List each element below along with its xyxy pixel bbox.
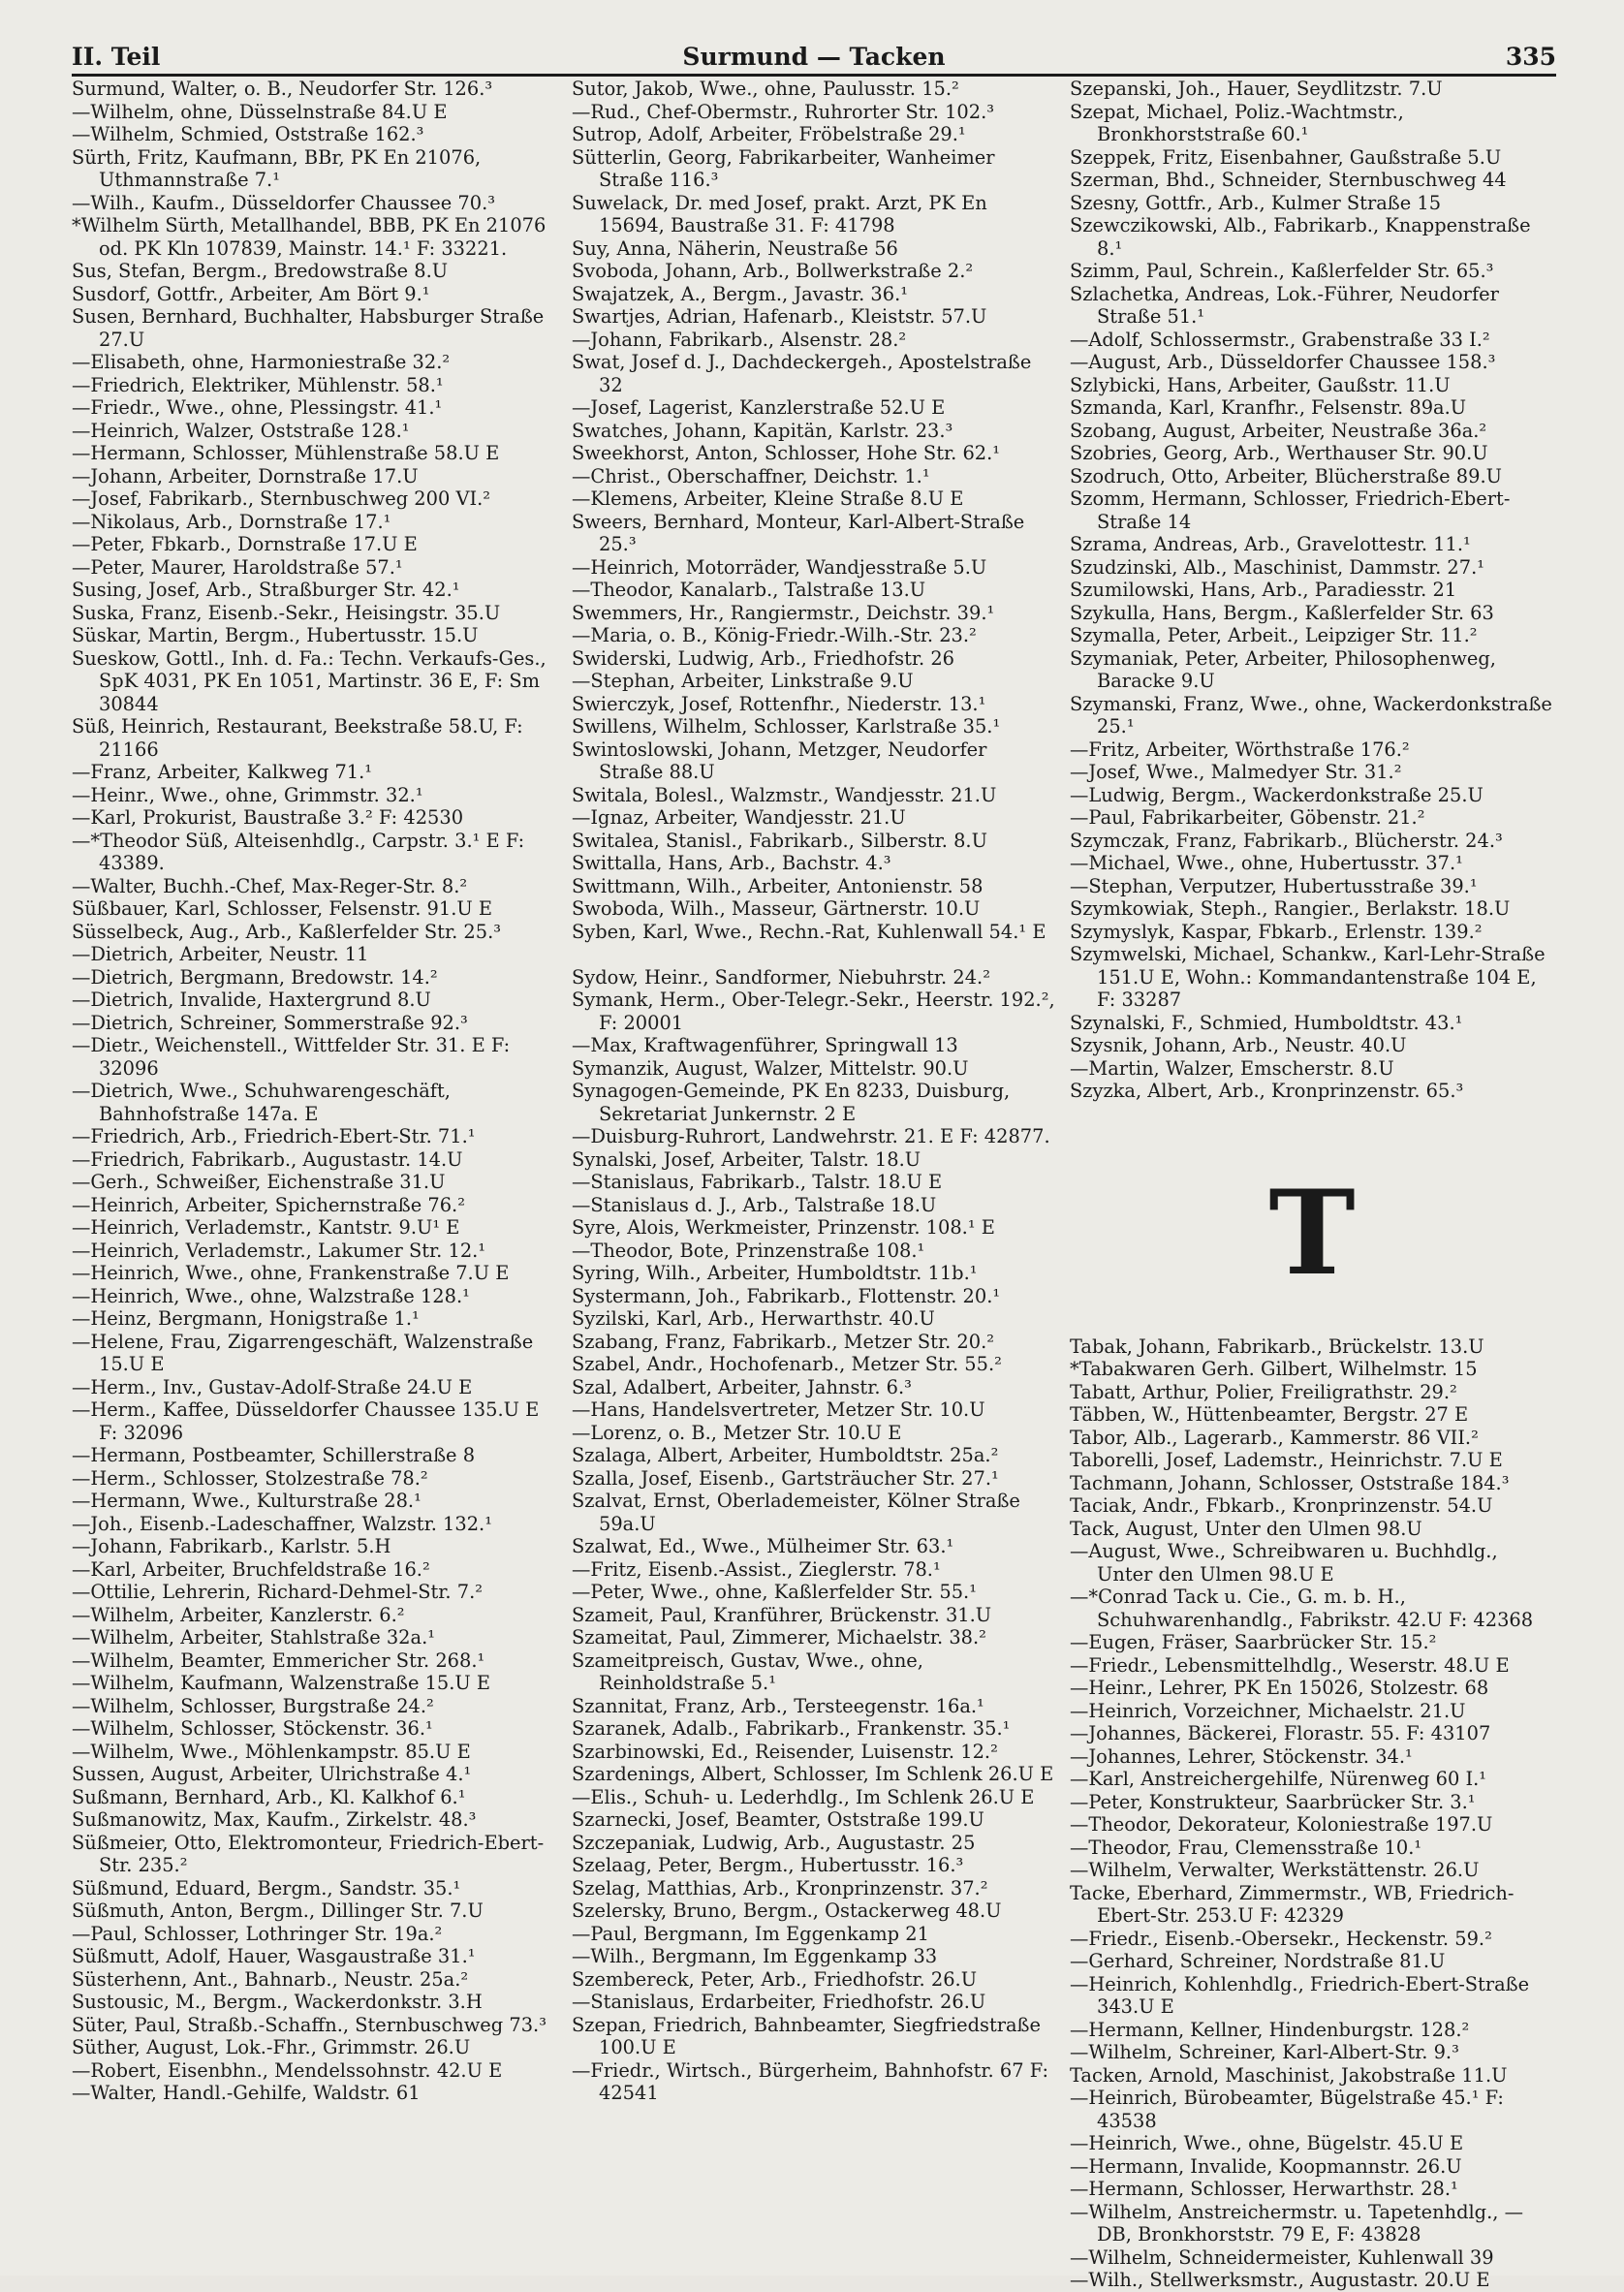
directory-entry: —Ottilie, Lehrerin, Richard-Dehmel-Str. 7.² <box>72 1581 484 1603</box>
directory-entry: —Wilhelm, Anstreichermstr. u. Tapetenhdlg., —DB, Bronkhorststr. 79 E, F: 43828 <box>1070 2200 1523 2245</box>
section-label: II. Teil <box>72 43 161 71</box>
directory-entry: Sweekhorst, Anton, Schlosser, Hohe Str. 62.¹ <box>572 442 1001 464</box>
directory-entry: —Friedrich, Elektriker, Mühlenstr. 58.¹ <box>72 373 444 396</box>
directory-entry: —Paul, Fabrikarbeiter, Göbenstr. 21.² <box>1070 806 1425 829</box>
directory-entry: Szelag, Matthias, Arb., Kronprinzenstr. 37.² <box>572 1876 988 1900</box>
directory-entry: —Friedr., Eisenb.-Obersekr., Heckenstr. 59.² <box>1070 1927 1492 1950</box>
directory-entry: —Theodor, Bote, Prinzenstraße 108.¹ <box>572 1239 925 1262</box>
directory-entry: Szalvat, Ernst, Oberlademeister, Kölner Straße 59a.U <box>572 1490 1020 1535</box>
directory-entry: Szykulla, Hans, Bergm., Kaßlerfelder Str. 63 <box>1070 601 1494 624</box>
directory-entry: Susdorf, Gottfr., Arbeiter, Am Bört 9.¹ <box>72 282 430 305</box>
directory-entry: Swajatzek, A., Bergm., Javastr. 36.¹ <box>572 282 909 305</box>
directory-entry: Szalla, Josef, Eisenb., Gartsträucher Str. 27.¹ <box>572 1466 999 1490</box>
directory-entry: —Stanislaus, Erdarbeiter, Friedhofstr. 26.U <box>572 1991 986 2013</box>
directory-entry: —Heinz, Bergmann, Honigstraße 1.¹ <box>72 1307 420 1330</box>
directory-entry: —Peter, Maurer, Haroldstraße 57.¹ <box>72 555 403 579</box>
directory-entry: Syzilski, Karl, Arb., Herwarthstr. 40.U <box>572 1307 935 1330</box>
directory-entry: Systermann, Joh., Fabrikarb., Flottenstr. 20.¹ <box>572 1284 1001 1307</box>
directory-entry: Susing, Josef, Arb., Straßburger Str. 42.¹ <box>72 579 460 601</box>
directory-entry: —Wilh., Stellwerksmstr., Augustastr. 20.U E <box>1070 2269 1490 2291</box>
directory-entry: —Walter, Buchh.-Chef, Max-Reger-Str. 8.² <box>72 874 468 897</box>
directory-entry: —Paul, Schlosser, Lothringer Str. 19a.² <box>72 1922 443 1945</box>
directory-entry: —Johannes, Lehrer, Stöckenstr. 34.¹ <box>1070 1744 1413 1768</box>
directory-entry: Szannitat, Franz, Arb., Tersteegenstr. 16a.¹ <box>572 1694 984 1717</box>
directory-entry: —Friedr., Wirtsch., Bürgerheim, Bahnhofstr. 67 F: 42541 <box>572 2058 1048 2104</box>
directory-entry: —Heinr., Lehrer, PK En 15026, Stolzestr. 68 <box>1070 1677 1489 1699</box>
directory-entry: Szaranek, Adalb., Fabrikarb., Frankenstr. 35.¹ <box>572 1717 1011 1740</box>
directory-entry: Surmund, Walter, o. B., Neudorfer Str. 126.³ <box>72 78 493 100</box>
directory-entry: —Friedrich, Arb., Friedrich-Ebert-Str. 71.¹ <box>72 1125 476 1147</box>
column-3 <box>1070 78 1554 2292</box>
directory-entry: Szysnik, Johann, Arb., Neustr. 40.U <box>1070 1034 1407 1056</box>
directory-entry: —Eugen, Fräser, Saarbrücker Str. 15.² <box>1070 1631 1437 1653</box>
directory-entry: Süß, Heinrich, Restaurant, Beekstraße 58.U, F: 21166 <box>72 715 523 761</box>
directory-entry: Swartjes, Adrian, Hafenarb., Kleiststr. 57.U <box>572 305 987 328</box>
directory-entry: —Hermann, Wwe., Kulturstraße 28.¹ <box>72 1490 422 1512</box>
directory-entry: —Wilhelm, Wwe., Möhlenkampstr. 85.U E <box>72 1740 471 1763</box>
directory-entry: Svoboda, Johann, Arb., Bollwerkstraße 2.² <box>572 260 974 282</box>
directory-entry: —Hermann, Schlosser, Mühlenstraße 58.U E <box>72 442 500 464</box>
directory-entry: Symanzik, August, Walzer, Mittelstr. 90.U <box>572 1056 969 1080</box>
directory-entry: —Dietrich, Arbeiter, Neustr. 11 <box>72 943 369 965</box>
directory-entry: —Elisabeth, ohne, Harmoniestraße 32.² <box>72 351 451 373</box>
directory-entry: Szymalla, Peter, Arbeit., Leipziger Str. 11.² <box>1070 624 1478 646</box>
directory-entry: Szepan, Friedrich, Bahnbeamter, Siegfriedstraße 100.U E <box>572 2013 1041 2058</box>
directory-entry: —Heinrich, Verlademstr., Lakumer Str. 12.¹ <box>72 1239 486 1262</box>
directory-entry: Szlachetka, Andreas, Lok.-Führer, Neudorfer Straße 51.¹ <box>1070 282 1499 328</box>
directory-entry: Szalaga, Albert, Arbeiter, Humboldtstr. 25a.² <box>572 1444 999 1466</box>
directory-entry: —Franz, Arbeiter, Kalkweg 71.¹ <box>72 761 373 783</box>
directory-entry: Süßmuth, Anton, Bergm., Dillinger Str. 7.U <box>72 1900 484 1922</box>
directory-entry: Susen, Bernhard, Buchhalter, Habsburger Straße 27.U <box>72 305 545 351</box>
directory-entry: Sußmanowitz, Max, Kaufm., Zirkelstr. 48.³ <box>72 1808 477 1831</box>
directory-entry: —Josef, Fabrikarb., Sternbuschweg 200 VI.² <box>72 487 491 510</box>
directory-entry: —Karl, Arbeiter, Bruchfeldstraße 16.² <box>72 1557 430 1581</box>
directory-entry: Szembereck, Peter, Arb., Friedhofstr. 26.U <box>572 1967 978 1991</box>
directory-entry: Szeppek, Fritz, Eisenbahner, Gaußstraße 5.U <box>1070 145 1502 169</box>
directory-entry: —Elis., Schuh- u. Lederhdlg., Im Schlenk 26.U E <box>572 1785 1035 1808</box>
section-letter: T <box>1268 1164 1356 1302</box>
directory-entry: Szymczak, Franz, Fabrikarb., Blücherstr. 24.³ <box>1070 829 1503 852</box>
directory-entry: —Stephan, Verputzer, Hubertusstraße 39.¹ <box>1070 874 1478 897</box>
directory-entry: —Wilhelm, Kaufmann, Walzenstraße 15.U E <box>72 1672 491 1694</box>
directory-entry: —Wilhelm, Schreiner, Karl-Albert-Str. 9.³ <box>1070 2041 1459 2063</box>
directory-entry: Tachmann, Johann, Schlosser, Oststraße 184.³ <box>1070 1471 1510 1494</box>
directory-entry: —Theodor, Dekorateur, Koloniestraße 197.U <box>1070 1813 1493 1836</box>
directory-entry: —Herm., Schlosser, Stolzestraße 78.² <box>72 1466 428 1490</box>
directory-entry: Syring, Wilh., Arbeiter, Humboldtstr. 11b.¹ <box>572 1262 978 1284</box>
directory-entry: Szyzka, Albert, Arb., Kronprinzenstr. 65.³ <box>1070 1080 1464 1102</box>
directory-entry: Süßbauer, Karl, Schlosser, Felsenstr. 91.U E <box>72 897 493 920</box>
directory-entry: —August, Wwe., Schreibwaren u. Buchhdlg., Unter den Ulmen 98.U E <box>1070 1540 1498 1586</box>
directory-entry: Szesny, Gottfr., Arb., Kulmer Straße 15 <box>1070 191 1442 214</box>
column-1 <box>72 78 556 2105</box>
directory-entry: —Gerh., Schweißer, Eichenstraße 31.U <box>72 1171 446 1193</box>
directory-entry: —Martin, Walzer, Emscherstr. 8.U <box>1070 1056 1394 1080</box>
directory-entry: —Ignaz, Arbeiter, Wandjesstr. 21.U <box>572 806 906 829</box>
directory-entry: —Christ., Oberschaffner, Deichstr. 1.¹ <box>572 464 930 487</box>
directory-entry: Szumilowski, Hans, Arb., Paradiesstr. 21 <box>1070 579 1457 601</box>
directory-entry: —Heinrich, Wwe., ohne, Walzstraße 128.¹ <box>72 1284 470 1307</box>
directory-entry: Syben, Karl, Wwe., Rechn.-Rat, Kuhlenwall 54.¹ E <box>572 920 1046 943</box>
directory-entry: —Stanislaus d. J., Arb., Talstraße 18.U <box>572 1193 937 1216</box>
directory-entry: Sußmann, Bernhard, Arb., Kl. Kalkhof 6.¹ <box>72 1785 466 1808</box>
directory-entry: —*Conrad Tack u. Cie., G. m. b. H., Schuhwarenhandlg., Fabrikstr. 42.U F: 42368 <box>1070 1586 1534 1631</box>
directory-entry: Szameitpreisch, Gustav, Wwe., ohne, Reinholdstraße 5.¹ <box>572 1648 923 1694</box>
directory-entry: Tacken, Arnold, Maschinist, Jakobstraße 11.U <box>1070 2063 1508 2087</box>
directory-entry: Szal, Adalbert, Arbeiter, Jahnstr. 6.³ <box>572 1375 912 1398</box>
directory-entry: Szarnecki, Josef, Beamter, Oststraße 199.U <box>572 1808 984 1831</box>
directory-entry: Szynalski, F., Schmied, Humboldtstr. 43.¹ <box>1070 1011 1463 1034</box>
directory-entry: Sütterlin, Georg, Fabrikarbeiter, Wanheimer Straße 116.³ <box>572 145 995 191</box>
directory-entry: Syre, Alois, Werkmeister, Prinzenstr. 108.¹ E <box>572 1216 995 1239</box>
directory-entry: Szobang, August, Arbeiter, Neustraße 36a.² <box>1070 419 1487 442</box>
directory-entry: —Lorenz, o. B., Metzer Str. 10.U E <box>572 1421 902 1444</box>
directory-entry: Swiderski, Ludwig, Arb., Friedhofstr. 26 <box>572 646 954 670</box>
directory-entry: Sussen, August, Arbeiter, Ulrichstraße 4.¹ <box>72 1763 472 1785</box>
directory-entry: —Helene, Frau, Zigarrengeschäft, Walzenstraße 15.U E <box>72 1330 534 1375</box>
page-header <box>72 39 1556 77</box>
directory-entry: —Johann, Fabrikarb., Karlstr. 5.H <box>72 1535 391 1557</box>
directory-entry: Tabor, Alb., Lagerarb., Kammerstr. 86 VII.² <box>1070 1426 1479 1449</box>
directory-entry: —Theodor, Frau, Clemensstraße 10.¹ <box>1070 1836 1422 1859</box>
directory-entry: —Wilh., Kaufm., Düsseldorfer Chaussee 70.³ <box>72 191 496 214</box>
directory-entry: Szerman, Bhd., Schneider, Sternbuschweg 44 <box>1070 169 1507 191</box>
directory-entry: —Wilhelm, Verwalter, Werkstättenstr. 26.U <box>1070 1859 1480 1881</box>
directory-entry: —August, Arb., Düsseldorfer Chaussee 158.³ <box>1070 351 1496 373</box>
directory-entry: —Wilhelm, Schmied, Oststraße 162.³ <box>72 123 424 145</box>
directory-entry: —Peter, Fbkarb., Dornstraße 17.U E <box>72 533 418 555</box>
directory-entry: Swemmers, Hr., Rangiermstr., Deichstr. 39.¹ <box>572 601 995 624</box>
directory-entry: —Karl, Anstreichergehilfe, Nürenweg 60 I.¹ <box>1070 1768 1487 1790</box>
directory-entry: Synagogen-Gemeinde, PK En 8233, Duisburg, Sekretariat Junkernstr. 2 E <box>572 1080 1011 1125</box>
directory-entry: —Dietr., Weichenstell., Wittfelder Str. 31. E F: 32096 <box>72 1034 511 1080</box>
directory-entry: —Wilhelm, Schlosser, Stöckenstr. 36.¹ <box>72 1717 433 1740</box>
directory-entry: —Herm., Inv., Gustav-Adolf-Straße 24.U E <box>72 1375 473 1398</box>
directory-entry: Szobries, Georg, Arb., Werthauser Str. 90.U <box>1070 442 1488 464</box>
directory-entry: —Friedr., Lebensmittelhdlg., Weserstr. 48.U E <box>1070 1653 1510 1677</box>
directory-entry: —Wilhelm, Arbeiter, Stahlstraße 32a.¹ <box>72 1626 436 1648</box>
directory-entry: —Wilh., Bergmann, Im Eggenkamp 33 <box>572 1945 938 1967</box>
directory-entry: —Hans, Handelsvertreter, Metzer Str. 10.U <box>572 1398 985 1421</box>
directory-entry: Szrama, Andreas, Arb., Gravelottestr. 11.¹ <box>1070 533 1471 555</box>
directory-entry: Sweers, Bernhard, Monteur, Karl-Albert-Straße 25.³ <box>572 510 1025 555</box>
directory-entry: Sürth, Fritz, Kaufmann, BBr, PK En 21076, Uthmannstraße 7.¹ <box>72 145 482 191</box>
directory-entry: —Herm., Kaffee, Düsseldorfer Chaussee 135.U E F: 32096 <box>72 1398 540 1444</box>
directory-entry: —Stephan, Arbeiter, Linkstraße 9.U <box>572 670 914 692</box>
spacer <box>572 943 1056 966</box>
directory-entry: Szarbinowski, Ed., Reisender, Luisenstr. 12.² <box>572 1740 998 1763</box>
directory-entry: *Wilhelm Sürth, Metallhandel, BBB, PK En 21076 od. PK Kln 107839, Mainstr. 14.¹ F: 33221. <box>72 214 547 260</box>
directory-entry: Täbben, W., Hüttenbeamter, Bergstr. 27 E <box>1070 1403 1469 1426</box>
directory-entry: Szepanski, Joh., Hauer, Seydlitzstr. 7.U <box>1070 78 1443 100</box>
directory-entry: —Duisburg-Ruhrort, Landwehrstr. 21. E F: 42877. <box>572 1125 1050 1147</box>
directory-entry: Szlybicki, Hans, Arbeiter, Gaußstr. 11.U <box>1070 373 1451 396</box>
directory-entry: —Dietrich, Wwe., Schuhwarengeschäft, Bahnhofstraße 147a. E <box>72 1080 451 1125</box>
directory-entry: —Hermann, Kellner, Hindenburgstr. 128.² <box>1070 2018 1470 2041</box>
directory-entry: —Heinrich, Walzer, Oststraße 128.¹ <box>72 419 410 442</box>
directory-entry: —Dietrich, Invalide, Haxtergrund 8.U <box>72 989 431 1011</box>
directory-entry: Szardenings, Albert, Schlosser, Im Schlenk 26.U E <box>572 1763 1054 1785</box>
directory-entry: —Gerhard, Schreiner, Nordstraße 81.U <box>1070 1950 1446 1972</box>
directory-entry: Symank, Herm., Ober-Telegr.-Sekr., Heerstr. 192.², F: 20001 <box>572 989 1055 1034</box>
directory-entry: —Peter, Wwe., ohne, Kaßlerfelder Str. 55.¹ <box>572 1581 977 1603</box>
directory-entry: Tabatt, Arthur, Polier, Freiligrathstr. 29.² <box>1070 1380 1457 1403</box>
directory-entry: Süsterhenn, Ant., Bahnarb., Neustr. 25a.² <box>72 1967 469 1991</box>
directory-entry: Szalwat, Ed., Wwe., Mülheimer Str. 63.¹ <box>572 1535 954 1557</box>
directory-entry: —Josef, Lagerist, Kanzlerstraße 52.U E <box>572 396 946 419</box>
directory-entry: Tack, August, Unter den Ulmen 98.U <box>1070 1517 1422 1540</box>
directory-entry: —Heinrich, Vorzeichner, Michaelstr. 21.U <box>1070 1699 1466 1722</box>
directory-entry: Sydow, Heinr., Sandformer, Niebuhrstr. 24.² <box>572 965 990 989</box>
directory-entry: Tabak, Johann, Fabrikarb., Brückelstr. 13.U <box>1070 1334 1484 1358</box>
column-2 <box>572 78 1056 2105</box>
directory-entry: —Stanislaus, Fabrikarb., Talstr. 18.U E <box>572 1171 943 1193</box>
directory-entry: Swierczyk, Josef, Rottenfhr., Niederstr. 13.¹ <box>572 692 986 715</box>
directory-entry: —Johann, Arbeiter, Dornstraße 17.U <box>72 464 419 487</box>
directory-entry: Szomm, Hermann, Schlosser, Friedrich-Ebert-Straße 14 <box>1070 487 1511 533</box>
directory-entry: —Wilhelm, ohne, Düsselnstraße 84.U E <box>72 100 448 123</box>
directory-entry: —Paul, Bergmann, Im Eggenkamp 21 <box>572 1922 929 1945</box>
directory-entry: Szimm, Paul, Schrein., Kaßlerfelder Str. 65.³ <box>1070 260 1494 282</box>
directory-entry: Swoboda, Wilh., Masseur, Gärtnerstr. 10.U <box>572 897 981 920</box>
directory-entry: —Wilhelm, Beamter, Emmericher Str. 268.¹ <box>72 1648 485 1672</box>
directory-entry: —Heinrich, Motorräder, Wandjesstraße 5.U <box>572 555 987 579</box>
directory-entry: Suska, Franz, Eisenb.-Sekr., Heisingstr. 35.U <box>72 601 501 624</box>
directory-entry: —Nikolaus, Arb., Dornstraße 17.¹ <box>72 510 391 533</box>
directory-entry: —Heinrich, Arbeiter, Spichernstraße 76.² <box>72 1193 465 1216</box>
directory-entry: *Tabakwaren Gerh. Gilbert, Wilhelmstr. 15 <box>1070 1358 1478 1380</box>
directory-entry: —Heinr., Wwe., ohne, Grimmstr. 32.¹ <box>72 783 423 806</box>
directory-entry: —Heinrich, Verlademstr., Kantstr. 9.U¹ E <box>72 1216 460 1239</box>
directory-entry: Szepat, Michael, Poliz.-Wachtmstr., Bronkhorststraße 60.¹ <box>1070 100 1404 145</box>
directory-entry: Szmanda, Karl, Kranfhr., Felsenstr. 89a.U <box>1070 396 1467 419</box>
directory-entry: —Klemens, Arbeiter, Kleine Straße 8.U E <box>572 487 964 510</box>
directory-entry: Szelaag, Peter, Bergm., Hubertusstr. 16.³ <box>572 1854 964 1876</box>
directory-entry: Szabel, Andr., Hochofenarb., Metzer Str. 55.² <box>572 1353 1002 1375</box>
directory-entry: Swatches, Johann, Kapitän, Karlstr. 23.³ <box>572 419 953 442</box>
directory-entry: Süsselbeck, Aug., Arb., Kaßlerfelder Str. 25.³ <box>72 920 502 943</box>
directory-entry: Szymkowiak, Steph., Rangier., Berlakstr. 18.U <box>1070 897 1511 920</box>
directory-entry: —Friedrich, Fabrikarb., Augustastr. 14.U <box>72 1147 463 1171</box>
directory-entry: —Fritz, Eisenb.-Assist., Zieglerstr. 78.¹ <box>572 1557 941 1581</box>
directory-entry: —Fritz, Arbeiter, Wörthstraße 176.² <box>1070 738 1410 761</box>
directory-entry: —Wilhelm, Arbeiter, Kanzlerstr. 6.² <box>72 1603 405 1626</box>
directory-entry: —Friedr., Wwe., ohne, Plessingstr. 41.¹ <box>72 396 443 419</box>
directory-entry: —*Theodor Süß, Alteisenhdlg., Carpstr. 3.¹ E F: 43389. <box>72 829 525 874</box>
directory-entry: Switalea, Stanisl., Fabrikarb., Silberstr. 8.U <box>572 829 987 852</box>
directory-entry: Süskar, Martin, Bergm., Hubertusstr. 15.U <box>72 624 479 646</box>
directory-entry: —Michael, Wwe., ohne, Hubertusstr. 37.¹ <box>1070 852 1463 874</box>
directory-entry: Sutrop, Adolf, Arbeiter, Fröbelstraße 29.¹ <box>572 123 966 145</box>
page-number: 335 <box>1505 43 1556 71</box>
directory-entry: —Karl, Prokurist, Baustraße 3.² F: 42530 <box>72 806 464 829</box>
directory-entry: —Adolf, Schlossermstr., Grabenstraße 33 I.² <box>1070 328 1490 351</box>
directory-entry: Szudzinski, Alb., Maschinist, Dammstr. 27.¹ <box>1070 555 1485 579</box>
directory-entry: —Walter, Handl.-Gehilfe, Waldstr. 61 <box>72 2082 421 2104</box>
directory-entry: Süther, August, Lok.-Fhr., Grimmstr. 26.U <box>72 2036 471 2058</box>
directory-entry: Szameit, Paul, Kranführer, Brückenstr. 31.U <box>572 1603 992 1626</box>
directory-entry: —Johannes, Bäckerei, Florastr. 55. F: 43107 <box>1070 1722 1491 1744</box>
directory-entry: —Heinrich, Kohlenhdlg., Friedrich-Ebert-Straße 343.U E <box>1070 1972 1530 2018</box>
directory-entry: Swintoslowski, Johann, Metzger, Neudorfer Straße 88.U <box>572 738 987 783</box>
directory-entry: Sutor, Jakob, Wwe., ohne, Paulusstr. 15.² <box>572 78 959 100</box>
directory-entry: —Maria, o. B., König-Friedr.-Wilh.-Str. 23.² <box>572 624 977 646</box>
directory-entry: Szymanski, Franz, Wwe., ohne, Wackerdonkstraße 25.¹ <box>1070 692 1552 738</box>
directory-entry: Switala, Bolesl., Walzmstr., Wandjesstr. 21.U <box>572 783 997 806</box>
directory-entry: Swittalla, Hans, Arb., Bachstr. 4.³ <box>572 852 891 874</box>
directory-entry: —Rud., Chef-Obermstr., Ruhrorter Str. 102.³ <box>572 100 995 123</box>
directory-entry: —Dietrich, Schreiner, Sommerstraße 92.³ <box>72 1011 468 1034</box>
directory-entry: Süßmund, Eduard, Bergm., Sandstr. 35.¹ <box>72 1876 461 1900</box>
directory-entry: Szczepaniak, Ludwig, Arb., Augustastr. 25 <box>572 1831 976 1854</box>
directory-entry: Szewczikowski, Alb., Fabrikarb., Knappenstraße 8.¹ <box>1070 214 1531 260</box>
directory-entry: Szymaniak, Peter, Arbeiter, Philosophenweg, Baracke 9.U <box>1070 646 1496 692</box>
directory-entry: Süßmeier, Otto, Elektromonteur, Friedrich-Ebert-Str. 235.² <box>72 1831 545 1876</box>
directory-entry: Swat, Josef d. J., Dachdeckergeh., Apostelstraße 32 <box>572 351 1032 396</box>
directory-entry: —Hermann, Postbeamter, Schillerstraße 8 <box>72 1444 476 1466</box>
directory-entry: Süßmutt, Adolf, Hauer, Wasgaustraße 31.¹ <box>72 1945 476 1967</box>
directory-entry: —Robert, Eisenbhn., Mendelssohnstr. 42.U E <box>72 2058 503 2082</box>
directory-entry: —Max, Kraftwagenführer, Springwall 13 <box>572 1034 958 1056</box>
directory-entry: Szelersky, Bruno, Bergm., Ostackerweg 48.U <box>572 1900 1002 1922</box>
directory-entry: —Dietrich, Bergmann, Bredowstr. 14.² <box>72 965 438 989</box>
directory-entry: —Wilhelm, Schneidermeister, Kuhlenwall 39 <box>1070 2245 1494 2269</box>
directory-entry: —Johann, Fabrikarb., Alsenstr. 28.² <box>572 328 907 351</box>
directory-entry: Szabang, Franz, Fabrikarb., Metzer Str. 20.² <box>572 1330 995 1353</box>
directory-entry: —Ludwig, Bergm., Wackerdonkstraße 25.U <box>1070 783 1483 806</box>
directory-entry: Tacke, Eberhard, Zimmermstr., WB, Friedrich-Ebert-Str. 253.U F: 42329 <box>1070 1881 1515 1927</box>
page-range-title: Surmund — Tacken <box>682 43 946 71</box>
directory-entry: Szymwelski, Michael, Schankw., Karl-Lehr-Straße 151.U E, Wohn.: Kommandantenstraße 104 E, F: 33287 <box>1070 943 1546 1011</box>
directory-entry: Sus, Stefan, Bergm., Bredowstraße 8.U <box>72 260 449 282</box>
directory-entry: Sustousic, M., Bergm., Wackerdonkstr. 3.H <box>72 1991 483 2013</box>
directory-entry: —Joh., Eisenb.-Ladeschaffner, Walzstr. 132.¹ <box>72 1512 492 1535</box>
directory-entry: Sueskow, Gottl., Inh. d. Fa.: Techn. Verkaufs-Ges., SpK 4031, PK En 1051, Martinstr. 36 E, F: Sm 30844 <box>72 646 547 715</box>
directory-entry: Synalski, Josef, Arbeiter, Talstr. 18.U <box>572 1147 921 1171</box>
directory-entry: —Heinrich, Bürobeamter, Bügelstraße 45.¹ F: 43538 <box>1070 2087 1504 2132</box>
directory-entry: Taborelli, Josef, Lademstr., Heinrichstr. 7.U E <box>1070 1449 1503 1471</box>
directory-entry: Szymyslyk, Kaspar, Fbkarb., Erlenstr. 139.² <box>1070 920 1483 943</box>
directory-entry: Szodruch, Otto, Arbeiter, Blücherstraße 89.U <box>1070 464 1502 487</box>
directory-entry: —Peter, Konstrukteur, Saarbrücker Str. 3.¹ <box>1070 1790 1476 1813</box>
directory-entry: Szameitat, Paul, Zimmerer, Michaelstr. 38.² <box>572 1626 986 1648</box>
directory-entry: Süter, Paul, Straßb.-Schaffn., Sternbuschweg 73.³ <box>72 2013 547 2036</box>
directory-entry: —Heinrich, Wwe., ohne, Bügelstr. 45.U E <box>1070 2132 1464 2154</box>
directory-entry: Suwelack, Dr. med Josef, prakt. Arzt, PK En 15694, Baustraße 31. F: 41798 <box>572 191 987 236</box>
directory-entry: —Theodor, Kanalarb., Talstraße 13.U <box>572 579 926 601</box>
directory-entry: —Josef, Wwe., Malmedyer Str. 31.² <box>1070 761 1402 783</box>
directory-entry: —Wilhelm, Schlosser, Burgstraße 24.² <box>72 1694 434 1717</box>
directory-entry: Swillens, Wilhelm, Schlosser, Karlstraße 35.¹ <box>572 715 1001 738</box>
directory-entry: —Hermann, Schlosser, Herwarthstr. 28.¹ <box>1070 2178 1458 2200</box>
directory-entry: Swittmann, Wilh., Arbeiter, Antonienstr. 58 <box>572 874 984 897</box>
directory-entry: Taciak, Andr., Fbkarb., Kronprinzenstr. 54.U <box>1070 1494 1493 1517</box>
directory-entry: —Hermann, Invalide, Koopmannstr. 26.U <box>1070 2154 1462 2178</box>
directory-entry: —Heinrich, Wwe., ohne, Frankenstraße 7.U E <box>72 1262 510 1284</box>
directory-entry: Suy, Anna, Näherin, Neustraße 56 <box>572 236 898 260</box>
